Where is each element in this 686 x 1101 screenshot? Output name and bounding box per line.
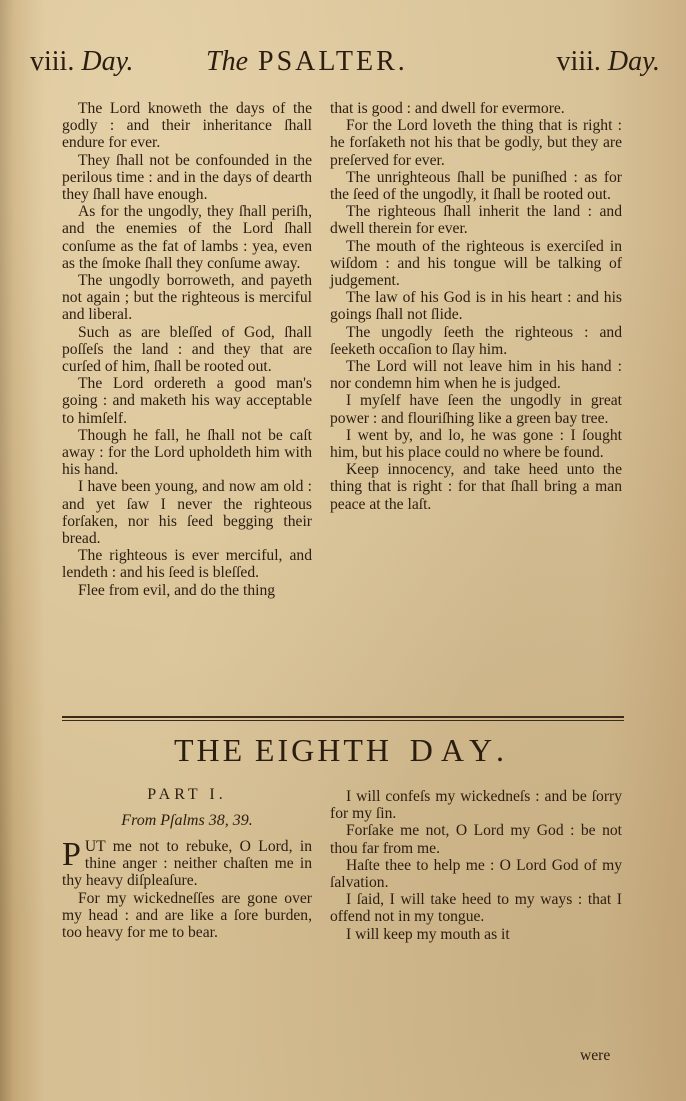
header-left — [30, 46, 133, 78]
section-day: DAY. — [409, 732, 513, 768]
verse: For the Lord loveth the thing that is right : he forſaketh not his that be godly, but they are preſerved for ever. — [330, 117, 622, 169]
verse: I myſelf have ſeen the ungodly in great power : and flouriſhing like a green bay tree. — [330, 392, 622, 427]
verse: Though he fall, he ſhall not be caſt away : for the Lord upholdeth him with his hand. — [62, 426, 312, 479]
header-right-num: viii. — [556, 46, 601, 77]
verse: that is good : and dwell for evermore. — [330, 100, 565, 117]
verse-first-text: UT me not to rebuke, O Lord, in thine anger : neither chaſten me in thy heavy diſpleaſure. — [62, 838, 312, 890]
header-left-num: viii. — [30, 46, 75, 77]
verse: The Lord knoweth the days of the godly : and their inheritance ſhall endure for ever. — [62, 100, 312, 152]
verse: I have been young, and now am old : and yet ſaw I never the righteous forſaken, nor his ſeed begging their bread. — [62, 478, 312, 548]
top-right-column — [330, 100, 622, 513]
running-header — [30, 38, 660, 88]
section-eighth: EIGHTH — [254, 732, 392, 768]
verse: For my wickedneſſes are gone over my head : and are like a ſore burden, too heavy for me to bear. — [62, 889, 312, 942]
verse-first — [62, 838, 312, 890]
verse: The righteous ſhall inherit the land : and dwell therein for ever. — [330, 203, 622, 238]
catchword: were — [580, 1047, 611, 1064]
verse: The law of his God is in his heart : and his goings ſhall not ſlide. — [330, 289, 622, 324]
verse: Flee from evil, and do the thing — [78, 581, 276, 599]
verse: The mouth of the righteous is exerciſed in wiſdom : and his tongue will be talking of judgement. — [330, 237, 622, 290]
bottom-right-column — [330, 788, 622, 943]
bottom-left-column — [62, 838, 312, 941]
verse: The righteous is ever merciful, and lendeth : and his ſeed is bleſſed. — [62, 547, 312, 582]
psalm-reference: From Pſalms 38, 39. — [121, 812, 253, 829]
header-left-word: Day. — [81, 46, 134, 77]
verse: The ungodly borroweth, and payeth not again ; but the righteous is merciful and liberal. — [62, 272, 312, 324]
verse: I ſaid, I will take heed to my ways : that I offend not in my tongue. — [330, 891, 622, 926]
verse: I will confeſs my wickedneſs : and be ſorry for my ſin. — [330, 788, 622, 823]
header-psalter: PSALTER. — [258, 46, 408, 77]
verse: They ſhall not be confounded in the perilous time : and in the days of dearth they ſhall have enough. — [62, 151, 312, 204]
verse: Such as are bleſſed of God, ſhall poſſeſs the land : and they that are curſed of him, ſhall be rooted out. — [62, 323, 312, 376]
verse: As for the ungodly, they ſhall periſh, and the enemies of the Lord ſhall conſume as the fat of lambs : yea, even as the ſmoke ſhall they conſume away. — [62, 203, 312, 272]
section-divider — [62, 716, 624, 718]
verse: The ungodly ſeeth the righteous : and ſeeketh occaſion to ſlay him. — [330, 323, 622, 358]
verse: Keep innocency, and take heed unto the thing that is right : for that ſhall bring a man peace at the laſt. — [330, 461, 622, 513]
verse: I went by, and lo, he was gone : I ſought him, but his place could no where be found. — [330, 426, 622, 462]
verse: Forſake me not, O Lord my God : be not thou far from me. — [330, 822, 622, 857]
verse: Haſte thee to help me : O Lord God of my ſalvation. — [330, 856, 622, 892]
header-title — [206, 46, 408, 78]
part-title: PART I. — [147, 786, 227, 803]
verse: I will keep my mouth as it — [346, 925, 510, 943]
section-title — [62, 732, 624, 769]
section-divider-thin — [62, 720, 624, 721]
top-left-column — [62, 100, 312, 599]
verse: The Lord ordereth a good man's going : and maketh his way acceptable to himſelf. — [62, 375, 312, 427]
verse: The unrighteous ſhall be puniſhed : as for the ſeed of the ungodly, it ſhall be rooted out. — [330, 168, 622, 204]
header-the: The — [206, 46, 248, 77]
header-right-word: Day. — [607, 46, 660, 77]
drop-cap: P — [62, 836, 81, 873]
header-right — [557, 46, 660, 78]
verse: The Lord will not leave him in his hand : nor condemn him when he is judged. — [330, 358, 622, 393]
section-the: THE — [173, 732, 246, 768]
